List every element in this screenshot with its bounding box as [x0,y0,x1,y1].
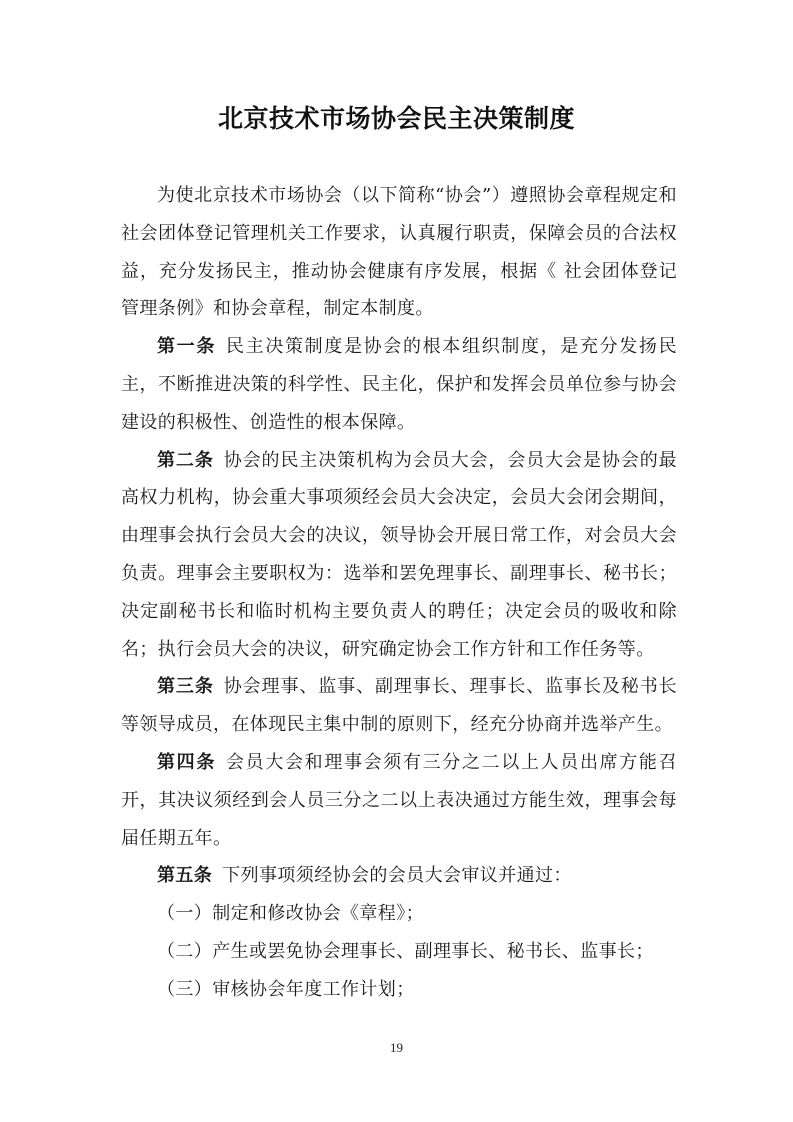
article-1-head: 第一条 [157,336,216,358]
list-item: （一）制定和修改协会《章程》； [157,903,424,925]
article-1-text: 民主决策制度是协会的根本组织制度，是充分发扬民主，不断推进决策的科学性、民主化，保护和发挥会员单位参与协会建设的积极性、创造性的根本保障。 [121,336,677,433]
article-5 [121,857,677,895]
article-4-head: 第四条 [157,751,216,773]
article-2 [121,442,677,669]
article-2-text: 协会的民主决策机构为会员大会，会员大会是协会的最高权力机构，协会重大事项须经会员大会决定，会员大会闭会期间，由理事会执行会员大会的决议，领导协会开展日常工作，对会员大会负责。理事会主要职权为：选举和罢免理事长、副理事长、秘书长；决定副秘书长和临时机构主要负责人的聘任；决定会员的吸收和除名；执行会员大会的决议，研究确定协会工作方针和工作任务等。 [121,449,677,660]
intro-paragraph: 为使北京技术市场协会（以下简称“协会”）遵照协会章程规定和社会团体登记管理机关工作要求，认真履行职责，保障会员的合法权益，充分发扬民主，推动协会健康有序发展，根据《 社会团体登记管理条例》和协会章程，制定本制度。 [121,185,677,320]
document-title: 北京技术市场协会民主决策制度 [217,104,575,133]
article-4-text: 会员大会和理事会须有三分之二以上人员出席方能召开，其决议须经到会人员三分之二以上表决通过方能生效，理事会每届任期五年。 [121,751,677,849]
document-body [121,177,677,1009]
article-2-head: 第二条 [157,449,214,471]
article-1 [121,328,677,441]
list-item: （二）产生或罢免协会理事长、副理事长、秘书长、监事长； [157,940,654,962]
article-5-text: 下列事项须经协会的会员大会审议并通过： [222,865,572,887]
article-3-text: 协会理事、监事、副理事长、理事长、监事长及秘书长等领导成员，在体现民主集中制的原则下，经充分协商并选举产生。 [121,676,677,736]
article-3 [121,668,677,744]
article-4 [121,744,677,857]
list-item: （三）审核协会年度工作计划； [157,978,415,1000]
page-number: 19 [390,1040,403,1055]
article-5-head: 第五条 [157,865,213,887]
article-3-head: 第三条 [157,676,214,698]
